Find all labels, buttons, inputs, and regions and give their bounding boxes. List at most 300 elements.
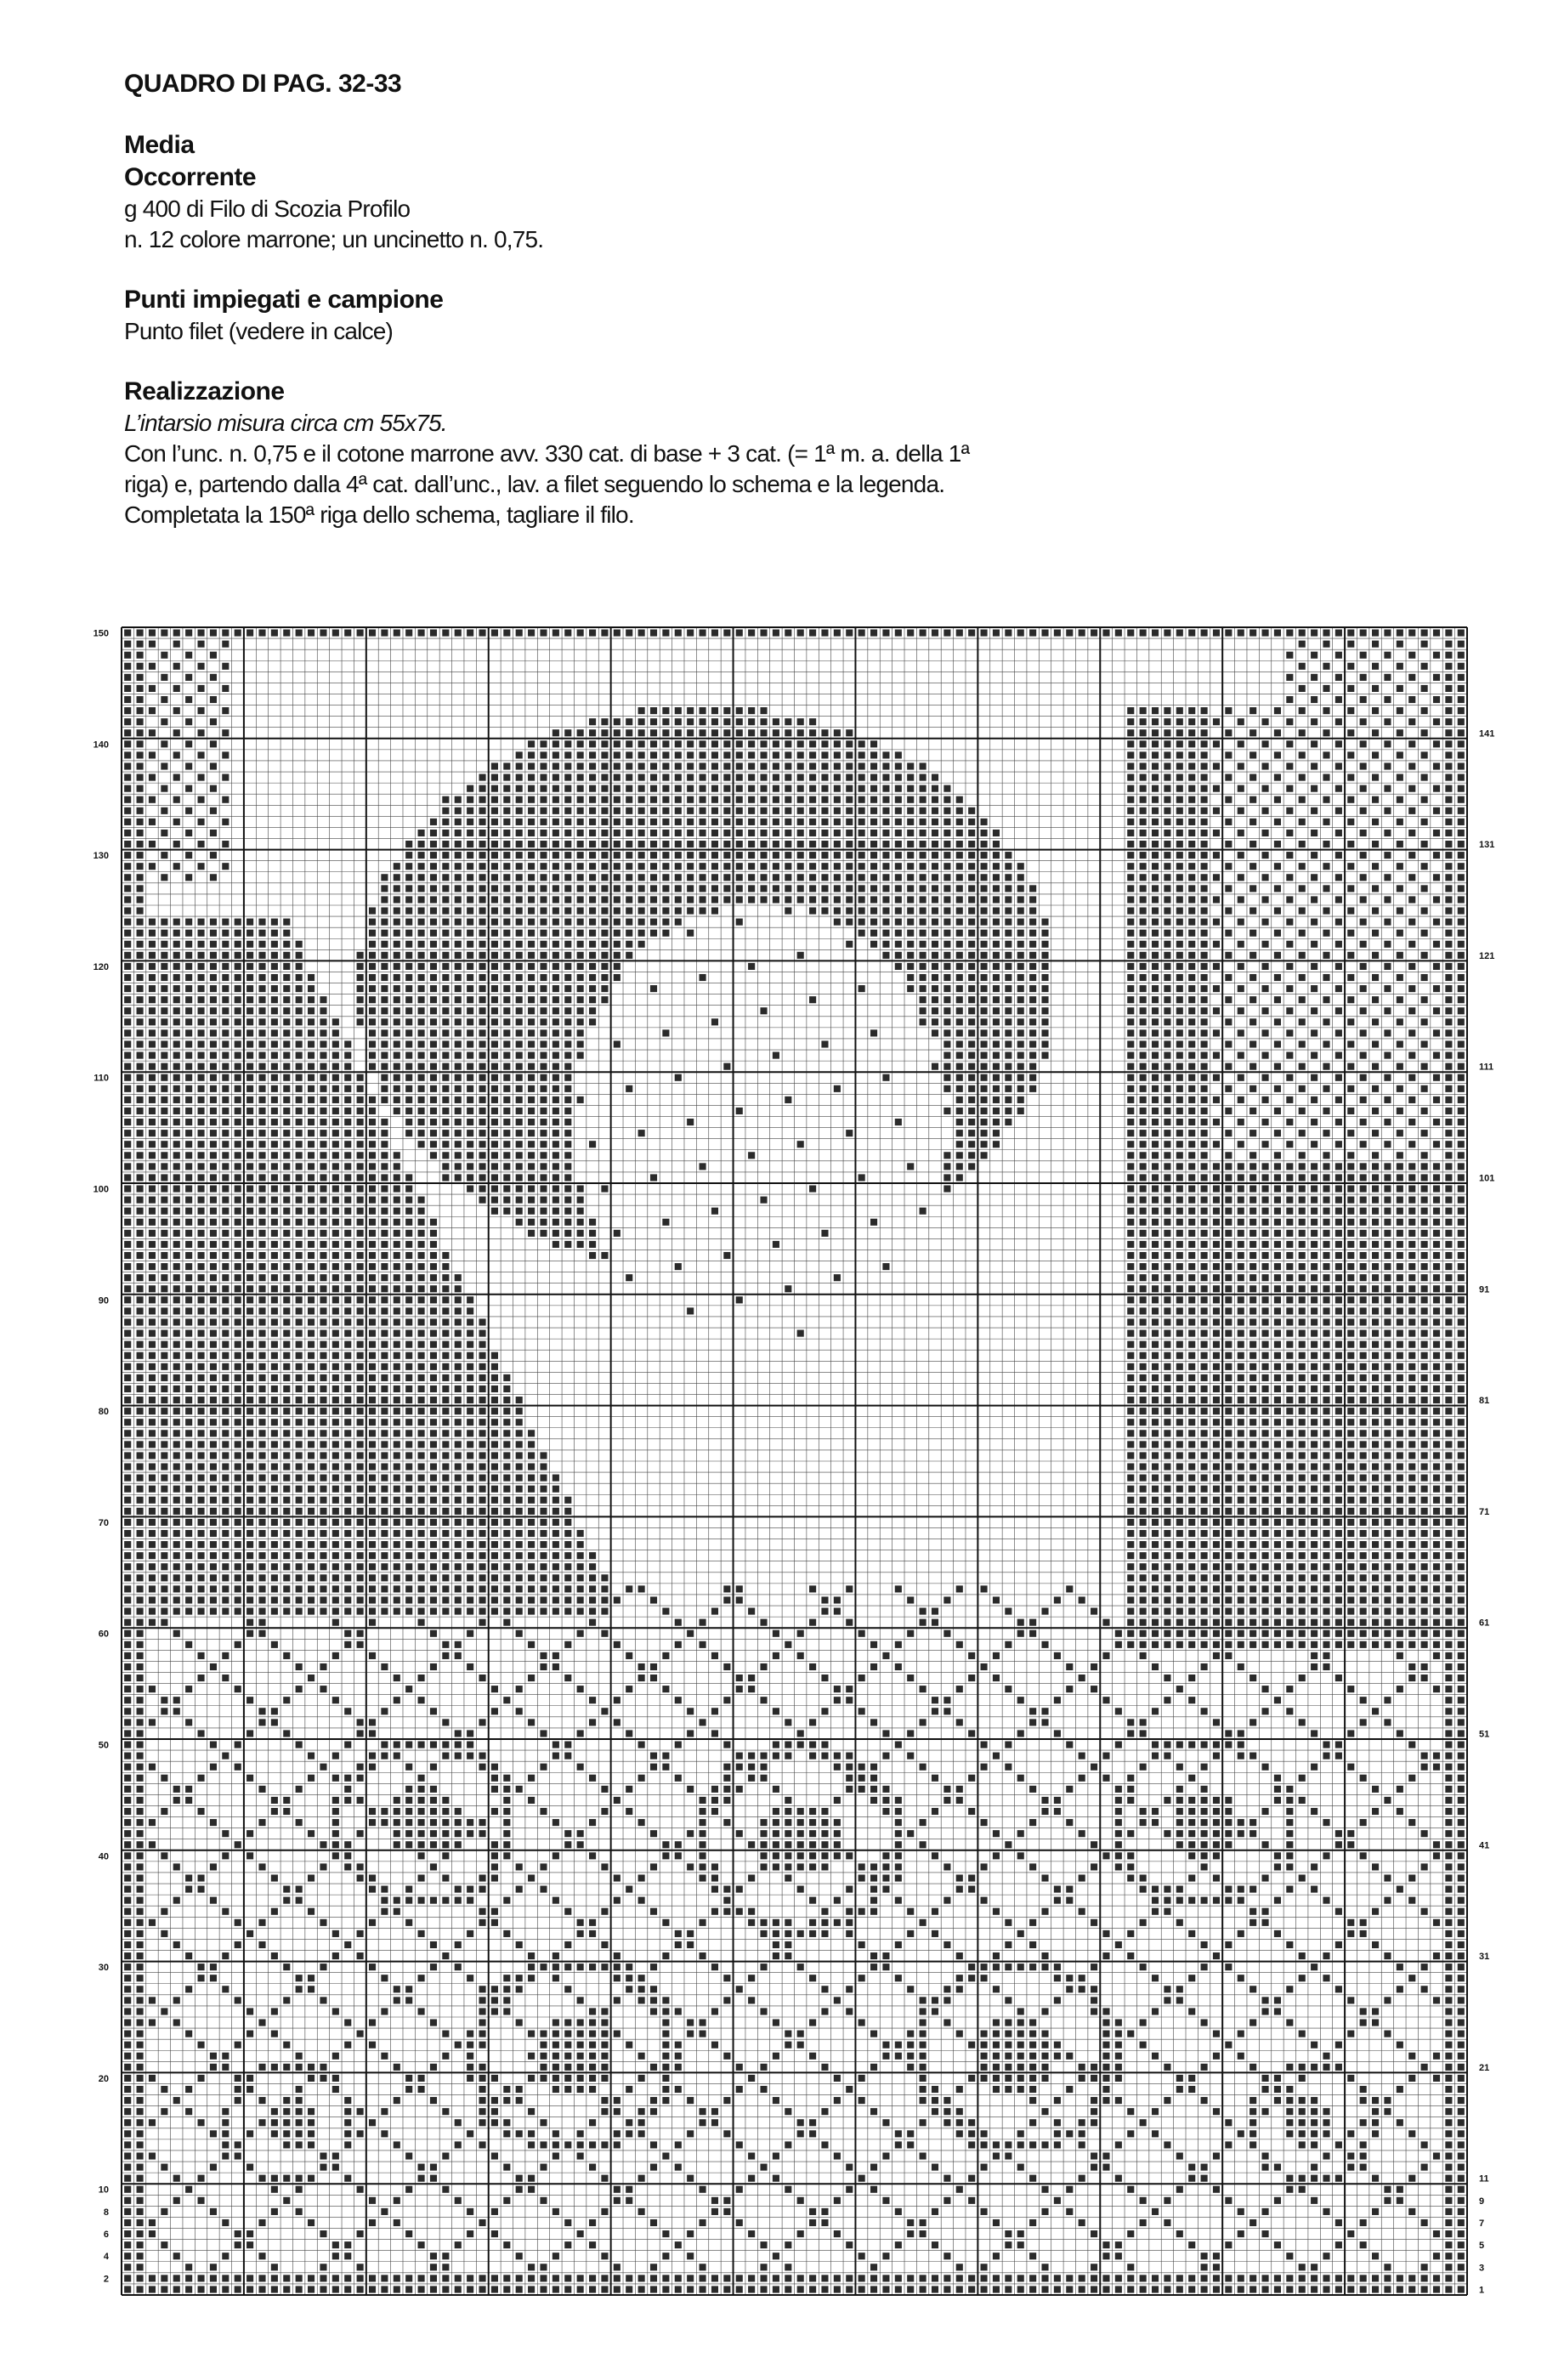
filled-mesh xyxy=(308,1574,314,1581)
filled-mesh xyxy=(1360,1441,1367,1448)
filled-mesh xyxy=(1347,1185,1354,1192)
filled-mesh xyxy=(235,2097,241,2104)
filled-mesh xyxy=(430,1552,437,1559)
filled-mesh xyxy=(1152,1574,1159,1581)
filled-mesh xyxy=(968,1975,975,1981)
filled-mesh xyxy=(235,1241,241,1248)
filled-mesh xyxy=(1311,1585,1318,1592)
filled-mesh xyxy=(662,2075,669,2082)
filled-mesh xyxy=(1140,1819,1147,1826)
filled-mesh xyxy=(1054,2141,1061,2148)
filled-mesh xyxy=(1335,2042,1342,2048)
filled-mesh xyxy=(736,1296,743,1303)
filled-mesh xyxy=(137,1197,144,1204)
filled-mesh xyxy=(149,1307,156,1314)
filled-mesh xyxy=(332,1930,339,1937)
filled-mesh xyxy=(258,2252,265,2259)
filled-mesh xyxy=(1458,1341,1465,1348)
filled-mesh xyxy=(1201,1708,1208,1714)
filled-mesh xyxy=(197,1674,204,1681)
filled-mesh xyxy=(296,2108,303,2115)
filled-mesh xyxy=(1360,1819,1367,1826)
finished-size-line: L’intarsio misura circa cm 55x75. xyxy=(124,410,447,436)
filled-mesh xyxy=(626,2286,632,2292)
filled-mesh xyxy=(981,1897,988,1904)
filled-mesh xyxy=(1372,2108,1379,2115)
filled-mesh xyxy=(1408,1307,1415,1314)
filled-mesh xyxy=(1384,1374,1391,1381)
filled-mesh xyxy=(1079,1874,1085,1881)
filled-mesh xyxy=(1286,2086,1293,2093)
filled-mesh xyxy=(1176,1274,1183,1281)
filled-mesh xyxy=(210,1574,217,1581)
filled-mesh xyxy=(1323,1352,1329,1359)
filled-mesh xyxy=(320,1263,326,1270)
filled-mesh xyxy=(124,1419,131,1425)
filled-mesh xyxy=(1127,1486,1134,1493)
filled-mesh xyxy=(1335,1452,1342,1459)
filled-mesh xyxy=(1323,1263,1329,1270)
filled-mesh xyxy=(1140,1318,1147,1325)
filled-mesh xyxy=(1188,1585,1195,1592)
filled-mesh xyxy=(932,2241,938,2248)
filled-mesh xyxy=(1347,1519,1354,1526)
filled-mesh xyxy=(1286,1619,1293,1626)
filled-mesh xyxy=(1140,1574,1147,1581)
filled-mesh xyxy=(552,1197,559,1204)
filled-mesh xyxy=(700,1819,706,1826)
filled-mesh xyxy=(882,1797,889,1804)
filled-mesh xyxy=(308,1219,314,1226)
filled-mesh xyxy=(246,1419,253,1425)
filled-mesh xyxy=(418,2086,425,2093)
filled-mesh xyxy=(149,1208,156,1215)
filled-mesh xyxy=(137,1497,144,1504)
filled-mesh xyxy=(283,1463,290,1470)
filled-mesh xyxy=(1250,1541,1256,1548)
filled-mesh xyxy=(662,1219,669,1226)
filled-mesh xyxy=(320,1997,326,2003)
filled-mesh xyxy=(258,1285,265,1292)
filled-mesh xyxy=(1213,1486,1220,1493)
filled-mesh xyxy=(1152,1174,1159,1181)
filled-mesh xyxy=(1323,1819,1329,1826)
filled-mesh xyxy=(1299,1241,1306,1248)
filled-mesh xyxy=(1372,2275,1379,2281)
filled-mesh xyxy=(405,1352,412,1359)
filled-mesh xyxy=(185,1330,192,1337)
filled-mesh xyxy=(467,1397,473,1403)
filled-mesh xyxy=(271,2208,278,2215)
filled-mesh xyxy=(332,1441,339,1448)
filled-mesh xyxy=(394,1230,400,1237)
filled-mesh xyxy=(296,1274,303,1281)
filled-mesh xyxy=(258,1241,265,1248)
filled-mesh xyxy=(418,1897,425,1904)
filled-mesh xyxy=(161,1408,167,1414)
filled-mesh xyxy=(1286,1986,1293,1992)
filled-mesh xyxy=(197,1408,204,1414)
filled-mesh xyxy=(1213,1852,1220,1859)
filled-mesh xyxy=(834,1764,841,1771)
filled-mesh xyxy=(1250,1441,1256,1448)
filled-mesh xyxy=(296,1330,303,1337)
filled-mesh xyxy=(1458,1352,1465,1359)
filled-mesh xyxy=(564,2075,571,2082)
filled-mesh xyxy=(1041,1797,1048,1804)
filled-mesh xyxy=(161,1341,167,1348)
filled-mesh xyxy=(222,2053,229,2060)
filled-mesh xyxy=(455,1819,462,1826)
filled-mesh xyxy=(797,1652,804,1659)
filled-mesh xyxy=(1299,1318,1306,1325)
filled-mesh xyxy=(235,1363,241,1370)
filled-mesh xyxy=(1311,1519,1318,1526)
filled-mesh xyxy=(1188,1463,1195,1470)
filled-mesh xyxy=(258,1475,265,1482)
filled-mesh xyxy=(124,2053,131,2060)
filled-mesh xyxy=(1433,1352,1440,1359)
filled-mesh xyxy=(418,1841,425,1848)
filled-mesh xyxy=(993,1986,1000,1992)
filled-mesh xyxy=(320,1341,326,1348)
filled-mesh xyxy=(1238,1819,1244,1826)
filled-mesh xyxy=(442,1596,449,1603)
filled-mesh xyxy=(1335,1552,1342,1559)
filled-mesh xyxy=(1262,1441,1269,1448)
filled-mesh xyxy=(222,1197,229,1204)
filled-mesh xyxy=(124,1441,131,1448)
filled-mesh xyxy=(1127,1341,1134,1348)
filled-mesh xyxy=(1225,1596,1232,1603)
filled-mesh xyxy=(809,1741,816,1748)
filled-mesh xyxy=(467,1897,473,1904)
filled-mesh xyxy=(1335,1674,1342,1681)
filled-mesh xyxy=(1421,2275,1428,2281)
filled-mesh xyxy=(418,1596,425,1603)
filled-mesh xyxy=(1201,1574,1208,1581)
filled-mesh xyxy=(271,1641,278,1648)
filled-mesh xyxy=(235,1686,241,1692)
filled-mesh xyxy=(1360,1285,1367,1292)
filled-mesh xyxy=(846,1919,853,1926)
filled-mesh xyxy=(1286,1886,1293,1893)
filled-mesh xyxy=(381,1352,388,1359)
filled-mesh xyxy=(675,1930,682,1937)
filled-mesh xyxy=(882,1964,889,1970)
filled-mesh xyxy=(834,1897,841,1904)
filled-mesh xyxy=(1372,1296,1379,1303)
filled-mesh xyxy=(1164,1452,1170,1459)
filled-mesh xyxy=(1347,1441,1354,1448)
filled-mesh xyxy=(283,1263,290,1270)
filled-mesh xyxy=(296,2119,303,2126)
filled-mesh xyxy=(1384,1630,1391,1637)
filled-mesh xyxy=(1262,1208,1269,1215)
filled-mesh xyxy=(1384,1174,1391,1181)
filled-mesh xyxy=(870,2164,877,2171)
filled-mesh xyxy=(1041,2064,1048,2071)
filled-mesh xyxy=(308,1975,314,1981)
filled-mesh xyxy=(760,1753,767,1760)
filled-mesh xyxy=(1201,2275,1208,2281)
filled-mesh xyxy=(1445,2264,1452,2270)
filled-mesh xyxy=(711,1797,718,1804)
filled-mesh xyxy=(1323,1952,1329,1959)
filled-mesh xyxy=(1458,1497,1465,1504)
filled-mesh xyxy=(1262,1263,1269,1270)
filled-mesh xyxy=(246,1397,253,1403)
filled-mesh xyxy=(1188,1274,1195,1281)
filled-mesh xyxy=(1311,1374,1318,1381)
filled-mesh xyxy=(235,1541,241,1548)
filled-mesh xyxy=(308,1419,314,1425)
filled-mesh xyxy=(1152,1185,1159,1192)
filled-mesh xyxy=(1347,1208,1354,1215)
filled-mesh xyxy=(479,1830,485,1837)
filled-mesh xyxy=(1311,1596,1318,1603)
filled-mesh xyxy=(235,1386,241,1392)
filled-mesh xyxy=(785,1797,791,1804)
filled-mesh xyxy=(222,1530,229,1537)
filled-mesh xyxy=(773,2019,779,2026)
filled-mesh xyxy=(675,1641,682,1648)
filled-mesh xyxy=(1372,1863,1379,1870)
filled-mesh xyxy=(491,1519,498,1526)
filled-mesh xyxy=(369,1753,376,1760)
filled-mesh xyxy=(528,1185,535,1192)
filled-mesh xyxy=(528,1197,535,1204)
filled-mesh xyxy=(467,1596,473,1603)
filled-mesh xyxy=(442,2152,449,2159)
filled-mesh xyxy=(503,1519,510,1526)
filled-mesh xyxy=(381,1219,388,1226)
filled-mesh xyxy=(1458,1463,1465,1470)
filled-mesh xyxy=(1152,1441,1159,1448)
filled-mesh xyxy=(418,2164,425,2171)
filled-mesh xyxy=(1115,2252,1122,2259)
filled-mesh xyxy=(1311,1808,1318,1815)
filled-mesh xyxy=(430,2097,437,2104)
filled-mesh xyxy=(1323,2208,1329,2215)
filled-mesh xyxy=(308,1363,314,1370)
filled-mesh xyxy=(846,2086,853,2093)
filled-mesh xyxy=(197,1808,204,1815)
filled-mesh xyxy=(944,2019,950,2026)
filled-mesh xyxy=(760,1775,767,1782)
filled-mesh xyxy=(516,1174,523,1181)
filled-mesh xyxy=(1164,1541,1170,1548)
filled-mesh xyxy=(442,1463,449,1470)
filled-mesh xyxy=(1397,1241,1403,1248)
filled-mesh xyxy=(1213,1530,1220,1537)
filled-mesh xyxy=(1176,1486,1183,1493)
filled-mesh xyxy=(246,2075,253,2082)
filled-mesh xyxy=(1091,1764,1097,1771)
filled-mesh xyxy=(748,2230,755,2237)
filled-mesh xyxy=(442,1719,449,1726)
filled-mesh xyxy=(369,1307,376,1314)
filled-mesh xyxy=(442,1263,449,1270)
filled-mesh xyxy=(1152,1307,1159,1314)
filled-mesh xyxy=(650,1964,657,1970)
filled-mesh xyxy=(173,1419,180,1425)
filled-mesh xyxy=(1323,1897,1329,1904)
filled-mesh xyxy=(137,1608,144,1615)
filled-mesh xyxy=(1140,1719,1147,1726)
filled-mesh xyxy=(675,1697,682,1703)
filled-mesh xyxy=(381,2208,388,2215)
filled-mesh xyxy=(369,1964,376,1970)
filled-mesh xyxy=(785,2264,791,2270)
filled-mesh xyxy=(614,1641,620,1648)
filled-mesh xyxy=(1188,1541,1195,1548)
filled-mesh xyxy=(516,2130,523,2137)
filled-mesh xyxy=(1176,1830,1183,1837)
filled-mesh xyxy=(1360,2086,1367,2093)
filled-mesh xyxy=(1397,1386,1403,1392)
filled-mesh xyxy=(394,1508,400,1515)
filled-mesh xyxy=(173,1897,180,1904)
filled-mesh xyxy=(173,1997,180,2003)
filled-mesh xyxy=(124,1263,131,1270)
filled-mesh xyxy=(455,1886,462,1893)
filled-mesh xyxy=(882,1863,889,1870)
filled-mesh xyxy=(1176,1997,1183,2003)
filled-mesh xyxy=(577,2064,584,2071)
filled-mesh xyxy=(124,2275,131,2281)
filled-mesh xyxy=(1286,1208,1293,1215)
filled-mesh xyxy=(1286,1318,1293,1325)
filled-mesh xyxy=(601,2286,608,2292)
filled-mesh xyxy=(540,2275,547,2281)
filled-mesh xyxy=(882,2119,889,2126)
filled-mesh xyxy=(1323,1241,1329,1248)
filled-mesh xyxy=(1115,2097,1122,2104)
filled-mesh xyxy=(344,2042,351,2048)
filled-mesh xyxy=(344,1941,351,1948)
filled-mesh xyxy=(1372,2252,1379,2259)
filled-mesh xyxy=(197,1197,204,1204)
filled-mesh xyxy=(1041,2141,1048,2148)
filled-mesh xyxy=(895,2141,902,2148)
filled-mesh xyxy=(1299,2075,1306,2082)
filled-mesh xyxy=(564,2019,571,2026)
filled-mesh xyxy=(564,1574,571,1581)
filled-mesh xyxy=(1372,1452,1379,1459)
filled-mesh xyxy=(1458,1208,1465,1215)
filled-mesh xyxy=(357,2230,364,2237)
filled-mesh xyxy=(748,1775,755,1782)
filled-mesh xyxy=(1238,1596,1244,1603)
filled-mesh xyxy=(1311,1652,1318,1659)
filled-mesh xyxy=(124,1274,131,1281)
filled-mesh xyxy=(1458,2075,1465,2082)
filled-mesh xyxy=(1286,1486,1293,1493)
filled-mesh xyxy=(1335,1497,1342,1504)
filled-mesh xyxy=(1323,2108,1329,2115)
filled-mesh xyxy=(552,1964,559,1970)
filled-mesh xyxy=(662,1919,669,1926)
filled-mesh xyxy=(246,1330,253,1337)
filled-mesh xyxy=(1066,2208,1073,2215)
filled-mesh xyxy=(185,2108,192,2115)
filled-mesh xyxy=(932,1619,938,1626)
filled-mesh xyxy=(1152,1519,1159,1526)
filled-mesh xyxy=(369,1886,376,1893)
filled-mesh xyxy=(650,1174,657,1181)
filled-mesh xyxy=(932,1997,938,2003)
filled-mesh xyxy=(1421,1274,1428,1281)
filled-mesh xyxy=(235,1841,241,1848)
filled-mesh xyxy=(381,1596,388,1603)
filled-mesh xyxy=(235,1397,241,1403)
filled-mesh xyxy=(1250,1363,1256,1370)
filled-mesh xyxy=(1017,2086,1024,2093)
filled-mesh xyxy=(405,1497,412,1504)
filled-mesh xyxy=(1311,2119,1318,2126)
filled-mesh xyxy=(1213,1252,1220,1259)
filled-mesh xyxy=(1102,2064,1109,2071)
filled-mesh xyxy=(235,1452,241,1459)
filled-mesh xyxy=(1384,1452,1391,1459)
filled-mesh xyxy=(173,1352,180,1359)
filled-mesh xyxy=(1433,1441,1440,1448)
filled-mesh xyxy=(785,2108,791,2115)
filled-mesh xyxy=(1360,2008,1367,2014)
filled-mesh xyxy=(1458,1630,1465,1637)
filled-mesh xyxy=(418,1386,425,1392)
filled-mesh xyxy=(369,1596,376,1603)
filled-mesh xyxy=(357,1730,364,1737)
filled-mesh xyxy=(137,1674,144,1681)
filled-mesh xyxy=(210,1386,217,1392)
filled-mesh xyxy=(124,2208,131,2215)
filled-mesh xyxy=(1384,1285,1391,1292)
filled-mesh xyxy=(381,1452,388,1459)
filled-mesh xyxy=(1176,1307,1183,1314)
filled-mesh xyxy=(1238,1341,1244,1348)
filled-mesh xyxy=(1164,1997,1170,2003)
filled-mesh xyxy=(809,2053,816,2060)
filled-mesh xyxy=(308,2141,314,2148)
filled-mesh xyxy=(1274,1374,1281,1381)
filled-mesh xyxy=(528,2275,535,2281)
filled-mesh xyxy=(1115,1797,1122,1804)
filled-mesh xyxy=(1347,1630,1354,1637)
filled-mesh xyxy=(1238,1397,1244,1403)
filled-mesh xyxy=(577,1563,584,1570)
filled-mesh xyxy=(479,1430,485,1436)
filled-mesh xyxy=(1372,1808,1379,1815)
filled-mesh xyxy=(1029,2286,1036,2292)
filled-mesh xyxy=(137,1441,144,1448)
filled-mesh xyxy=(149,1408,156,1414)
filled-mesh xyxy=(479,2286,485,2292)
filled-mesh xyxy=(1445,1941,1452,1948)
filled-mesh xyxy=(161,1808,167,1815)
filled-mesh xyxy=(711,2286,718,2292)
filled-mesh xyxy=(491,1708,498,1714)
filled-mesh xyxy=(149,1541,156,1548)
filled-mesh xyxy=(687,2031,694,2037)
filled-mesh xyxy=(442,1808,449,1815)
filled-mesh xyxy=(1299,1307,1306,1314)
filled-mesh xyxy=(1213,1463,1220,1470)
filled-mesh xyxy=(1458,1919,1465,1926)
filled-mesh xyxy=(1250,1753,1256,1760)
filled-mesh xyxy=(1140,1530,1147,1537)
